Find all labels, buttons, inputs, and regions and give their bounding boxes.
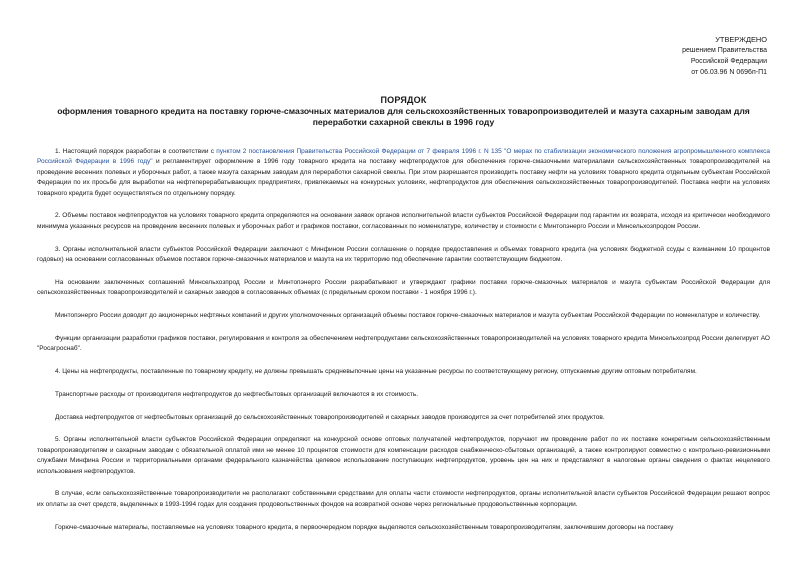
paragraph: 4. Цены на нефтепродукты, поставленные по товарному кредиту, не должны превышать средневыпочные цены на указанные ресурсы по соответствующему региону, отпускаемые другим оптовым потребителям. bbox=[55, 368, 697, 376]
title-word: ПОРЯДОК bbox=[380, 95, 427, 105]
paragraph: 5. Органы исполнительной власти субъектов Российской Федерации определяют на конкурсной основе оптовых получателей нефтепродуктов, поручают им проведение работ по их поставке конкретным сельскохозяйственным товаропроизводителям и сахарным заводам с обязательной оплатой ими не менее 10 процентов стоимости для компенсации расходов снабженческо-сбытовых организаций, а также контролируют совместно с контрольно-ревизионными службами Минфина России и территориальными органами федерального казначейства целевое использование поступающих нефтепродуктов, уровень цен на них и представляют в налоговые органы сведения о фактах нецелевого использования нефтепродуктов. bbox=[37, 436, 770, 475]
paragraph-text: и регламентирует оформление в 1996 году товарного кредита на поставку нефтепродуктов для обеспечения горюче-смазочными материалами сельскохозяйственных товаропроизводителей на проведение весенних полевых и уборочных работ, а также мазута сахарным заводам для переработки сахарной свеклы. При этом разрешается производить поставку нефти на условиях товарного кредита отдельным субъектам Российской Федерации по их просьбе для выработки на нефтеперерабатывающих предприятиях, привлекаемых на конкурсных условиях, нефтепродуктов для обеспечения сельскохозяйственных товаропроизводителей. Поставка нефти на условиях товарного кредита будет осуществляться по отдельному порядку. bbox=[37, 158, 770, 197]
approval-line: решением Правительства bbox=[682, 47, 767, 54]
approval-heading: УТВЕРЖДЕНО bbox=[715, 35, 767, 44]
paragraph: Доставка нефтепродуктов от нефтесбытовых организаций до сельскохозяйственных товаропроизводителей и сахарных заводов производится за счет потребителей этих продуктов. bbox=[55, 413, 605, 421]
paragraph: Минтопэнерго России доводит до акционерных нефтяных компаний и других уполномоченных организаций объемы поставок горюче-смазочных материалов и мазута субъектам Российской Федерации по номенклатуре и количеству. bbox=[55, 312, 761, 320]
paragraph bbox=[37, 147, 770, 199]
paragraph: Транспортные расходы от производителя нефтепродуктов до нефтесбытовых организаций включаются в их стоимость. bbox=[55, 390, 419, 398]
title-line: переработки сахарной свеклы в 1996 году bbox=[312, 117, 495, 127]
approval-line: Российской Федерации bbox=[690, 58, 767, 65]
approval-date: от 06.03.96 N 0696п-П1 bbox=[691, 69, 767, 76]
title-line: оформления товарного кредита на поставку горюче-смазочных материалов для сельскохозяйственных товаропроизводителей и мазута сахарным заводам для bbox=[57, 106, 750, 116]
paragraph: На основании заключенных соглашений Минсельхозпрод России и Минтопэнерго России разрабатывают и утверждают графики поставки горюче-смазочных материалов и мазута субъектам Российской Федерации для сельскохозяйственных товаропроизводителей и сахарных заводов в согласованных объемах (с предельным сроком поставки - 1 ноября 1996 г.). bbox=[37, 278, 770, 297]
document-body bbox=[37, 147, 770, 545]
paragraph: 2. Объемы поставок нефтепродуктов на условиях товарного кредита определяются на основании заявок органов исполнительной власти субъектов Российской Федерации под гарантии их возврата, исходя из критически необходимого минимума указанных ресурсов на проведение весенних полевых и уборочных работ и графиков поставки, согласованных по номенклатуре, количеству и стоимости с Минтопэнерго России и Минсельхозпродом России. bbox=[37, 212, 770, 230]
resolution-link[interactable]: пунктом 2 постановления Правительства Российской Федерации от 7 февраля 1996 г. N 135 "О мерах по стабилизации экономического положения агропромышленного комплекса Российской Федерации в 1996 году" bbox=[37, 148, 770, 166]
paragraph: В случае, если сельскохозяйственные товаропроизводители не располагают собственными средствами для оплаты части стоимости нефтепродуктов, органы исполнительной власти субъектов Российской Федерации решают вопрос их оплаты за счет средств, выделенных в 1993-1994 годах для создания продовольственных фондов на возвратной основе через региональные продовольственные корпорации. bbox=[37, 490, 770, 508]
paragraph: 3. Органы исполнительной власти субъектов Российской Федерации заключают с Минфином России соглашение о порядке предоставления и объемах товарного кредита (на условиях бюджетной ссуды с взиманием 10 процентов годовых) на основании согласованных объемов поставок горюче-смазочных материалов и мазута на их территорию под обеспечение гарантии соответствующим бюджетом. bbox=[37, 245, 770, 264]
document-title bbox=[40, 95, 767, 128]
paragraph: Горюче-смазочные материалы, поставляемые на условиях товарного кредита, в первоочередном порядке выделяются сельскохозяйственным товаропроизводителям, заключившим договоры на поставку bbox=[55, 523, 674, 531]
paragraph-text: 1. Настоящий порядок разработан в соответствии с bbox=[55, 148, 217, 155]
paragraph: Функции организации разработки графиков поставки, регулирования и контроля за обеспечением нефтепродуктами сельскохозяйственных товаропроизводителей на условиях товарного кредита Минсельхозпрод России делегирует АО "Росагроснаб". bbox=[37, 334, 770, 353]
approval-stamp bbox=[682, 34, 767, 78]
